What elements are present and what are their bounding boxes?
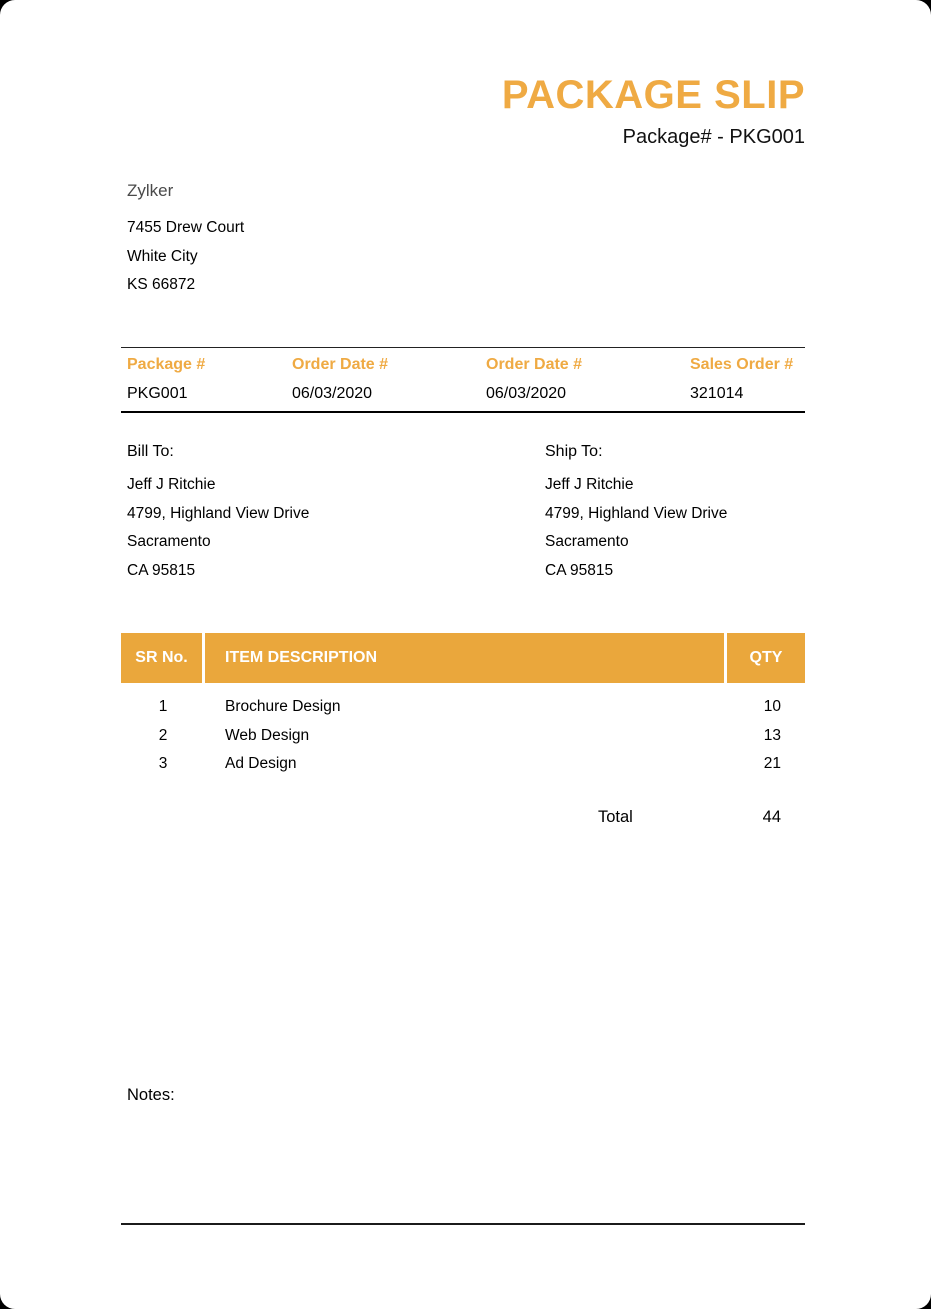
total-label: Total (598, 808, 633, 826)
bill-to-block (127, 442, 545, 585)
item-sr: 1 (158, 698, 168, 715)
package-info-label: Sales Order # (690, 356, 794, 373)
package-info-value: 321014 (690, 385, 744, 402)
items-header-qty: QTY (749, 649, 783, 666)
items-header-sr: SR No. (121, 633, 205, 683)
seller-address-line: 7455 Drew Court (127, 219, 245, 236)
ship-to-line: CA 95815 (545, 561, 614, 579)
item-sr: 2 (158, 726, 168, 744)
footer-divider (121, 1223, 805, 1225)
items-table-body (121, 683, 805, 779)
ship-to-label: Ship To: (545, 443, 603, 460)
package-info-header-row (127, 356, 805, 385)
item-qty: 13 (763, 726, 781, 744)
item-description: Brochure Design (225, 698, 341, 715)
package-info-value: 06/03/2020 (486, 385, 567, 402)
package-info-table (121, 347, 805, 413)
package-info-label: Order Date # (292, 356, 389, 373)
document-title: PACKAGE SLIP (501, 73, 805, 117)
seller-name: Zylker (127, 181, 174, 200)
package-info-value: PKG001 (127, 385, 188, 402)
document-header (502, 74, 805, 148)
seller-block (127, 181, 244, 300)
item-description: Web Design (225, 726, 310, 744)
bill-to-line: 4799, Highland View Drive (127, 504, 310, 522)
total-value: 44 (762, 808, 781, 826)
item-qty: 10 (763, 698, 781, 715)
seller-address-line: White City (127, 247, 198, 265)
package-info-value-row (127, 385, 805, 403)
bill-to-line: Sacramento (127, 533, 211, 550)
bill-to-line: CA 95815 (127, 561, 196, 579)
ship-to-line: Jeff J Ritchie (545, 476, 634, 493)
table-row (121, 693, 805, 722)
ship-to-line: 4799, Highland View Drive (545, 504, 728, 522)
items-table (121, 633, 805, 779)
item-description: Ad Design (225, 755, 297, 773)
ship-to-line: Sacramento (545, 533, 629, 550)
addresses-section (127, 442, 931, 585)
item-qty: 21 (763, 755, 781, 773)
notes-label: Notes: (127, 1086, 175, 1104)
items-table-header (121, 633, 805, 683)
bill-to-label: Bill To: (127, 443, 174, 460)
package-info-label: Order Date # (486, 356, 583, 373)
package-info-value: 06/03/2020 (292, 385, 373, 402)
seller-address-line: KS 66872 (127, 276, 196, 293)
total-row (121, 808, 805, 828)
items-header-description: ITEM DESCRIPTION (205, 633, 727, 683)
item-sr: 3 (158, 755, 168, 773)
table-row (121, 750, 805, 779)
bill-to-line: Jeff J Ritchie (127, 476, 216, 493)
ship-to-block (545, 442, 931, 585)
package-info-label: Package # (127, 356, 206, 373)
table-row (121, 722, 805, 751)
package-number: Package# - PKG001 (622, 126, 805, 148)
